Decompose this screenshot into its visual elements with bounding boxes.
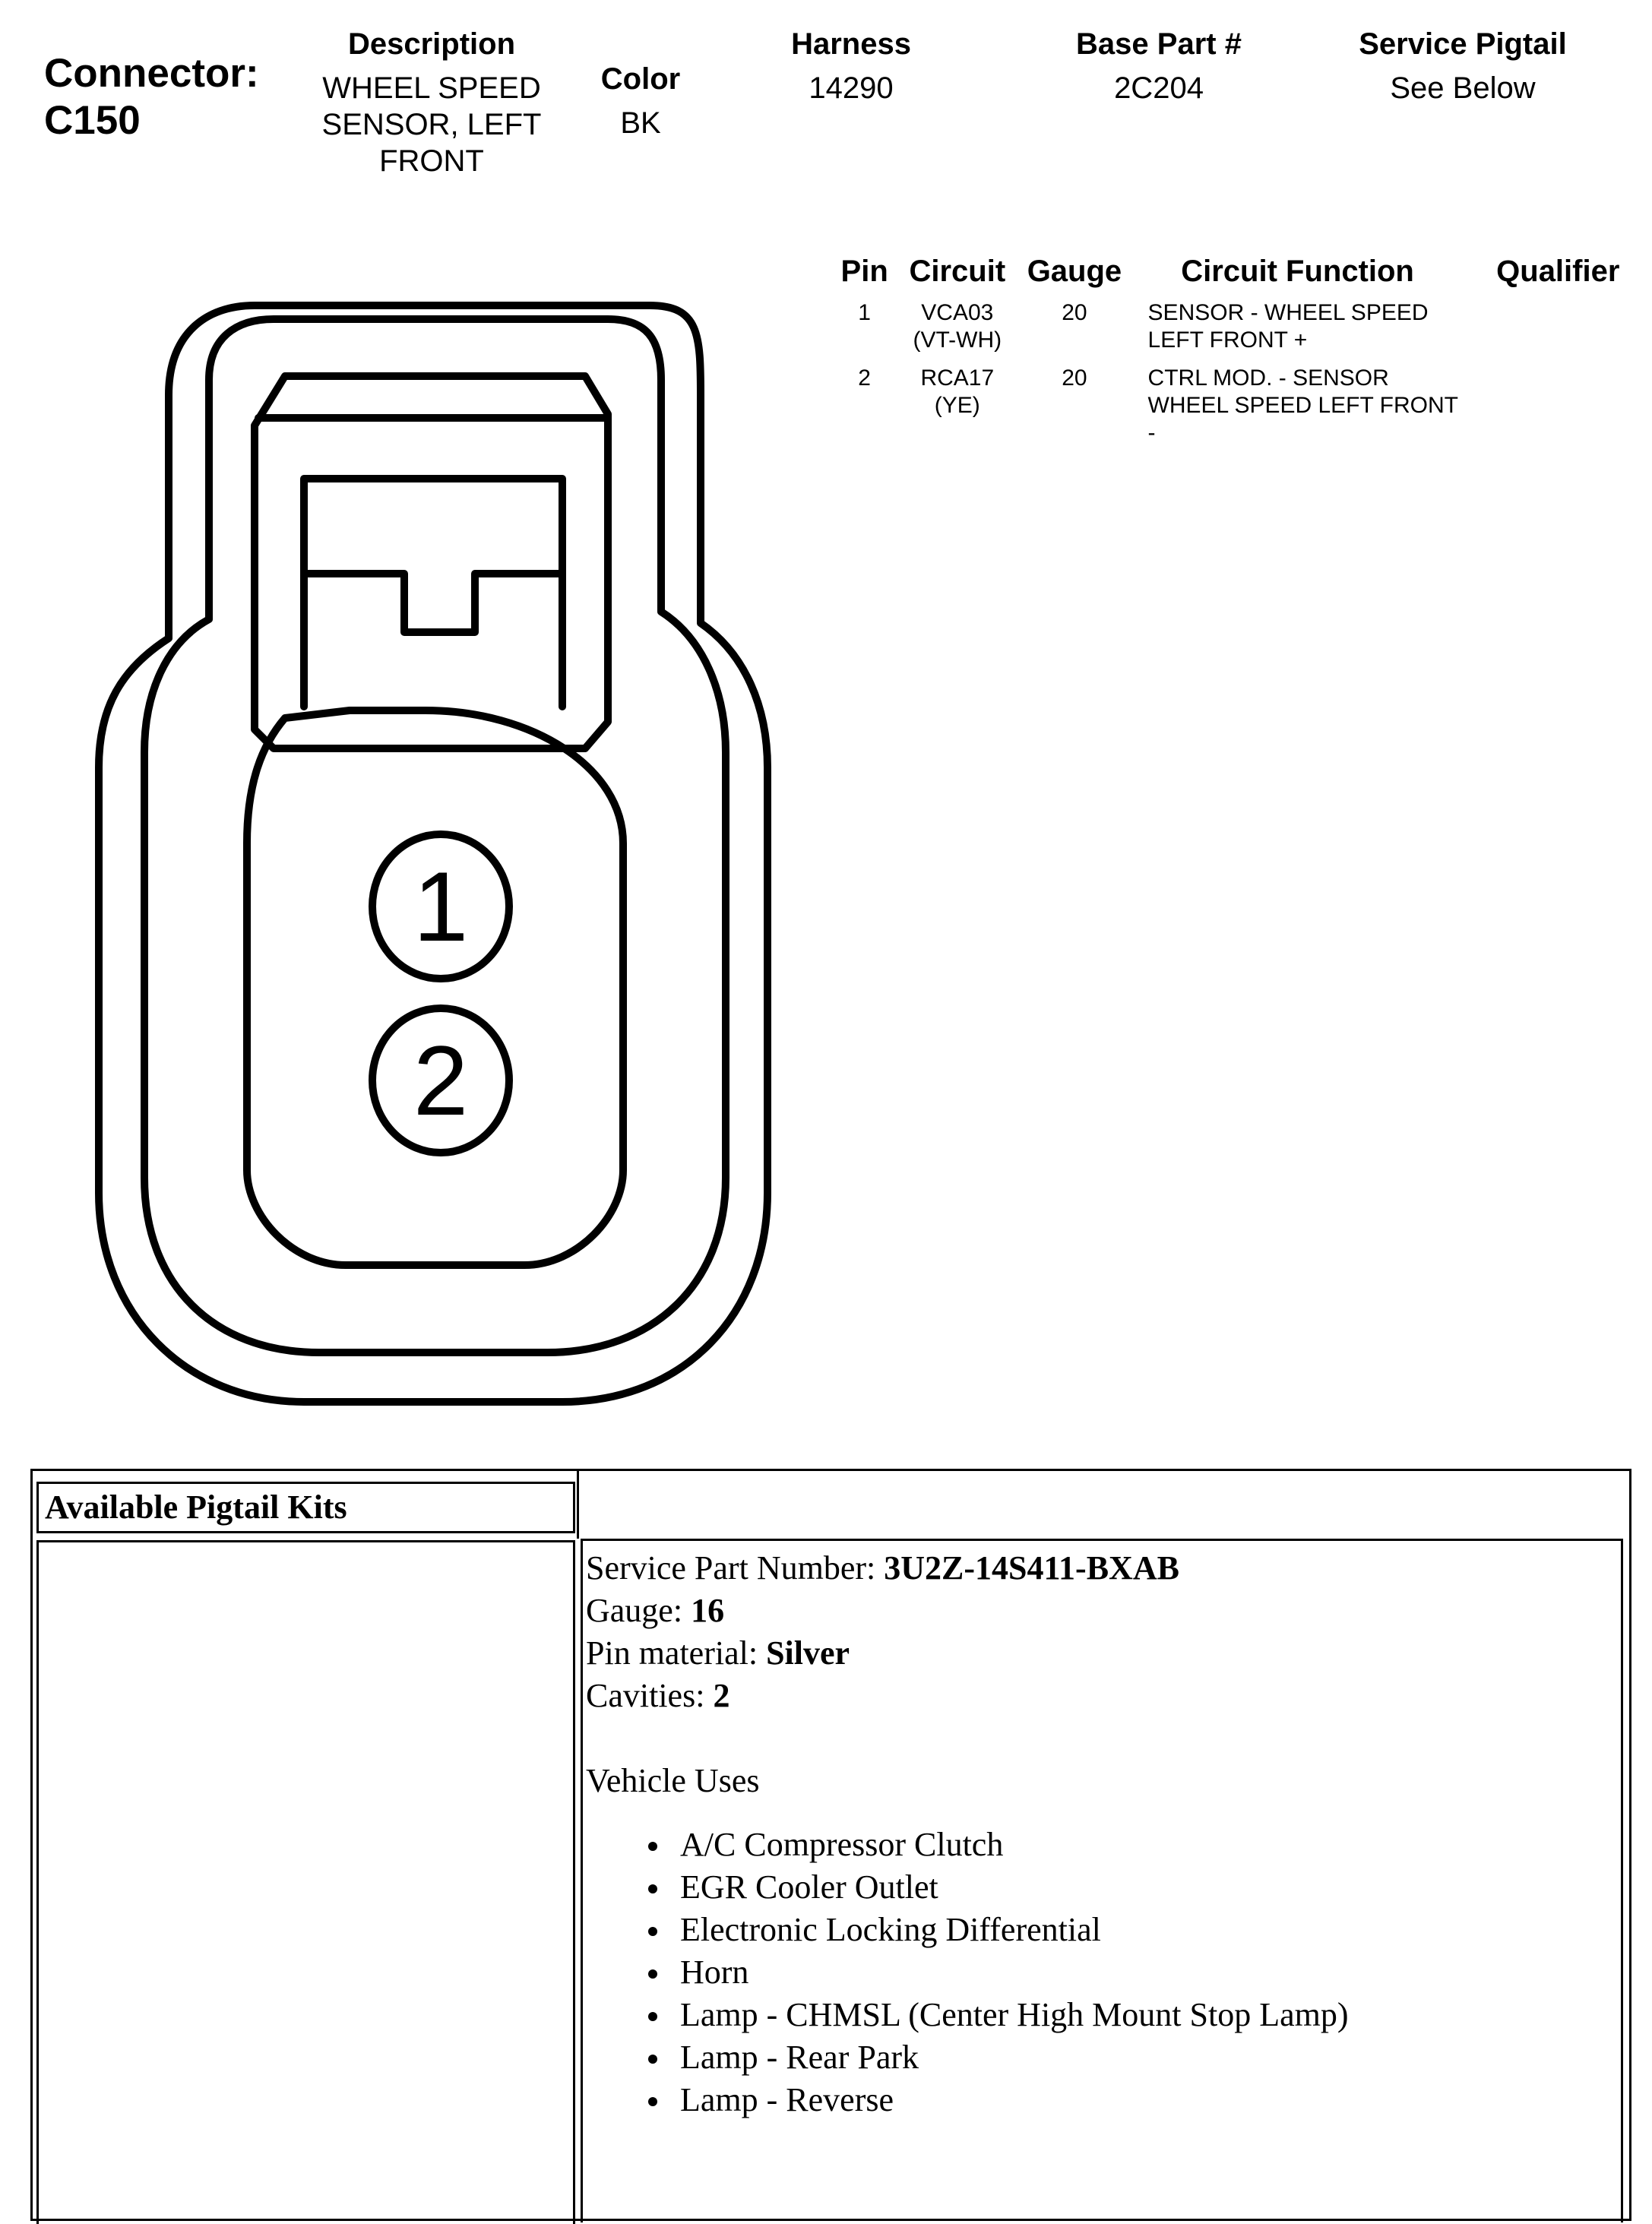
list-item: Electronic Locking Differential <box>586 1909 1621 1951</box>
cell-pin: 2 <box>858 365 871 391</box>
pigtail-kits-title: Available Pigtail Kits <box>36 1482 575 1533</box>
description-title: Description <box>347 27 516 61</box>
pin-material <box>586 1632 1621 1675</box>
color-title: Color <box>600 62 681 96</box>
color-value: BK <box>620 106 661 140</box>
pigtail-kit-image-cell <box>36 1540 575 2224</box>
cavities-value: 2 <box>713 1677 730 1714</box>
service-part-value: 3U2Z-14S411-BXAB <box>884 1549 1179 1587</box>
cell-pin: 1 <box>858 300 871 325</box>
list-item: Horn <box>586 1951 1621 1994</box>
pin-1-marker <box>372 834 509 979</box>
list-item: A/C Compressor Clutch <box>586 1824 1621 1866</box>
harness-value: 14290 <box>809 71 894 105</box>
kit-gauge-label: Gauge: <box>586 1592 691 1629</box>
connector-id: C150 <box>44 98 141 143</box>
cavities <box>586 1675 1621 1717</box>
pin-material-value: Silver <box>766 1634 850 1672</box>
list-item: Lamp - Reverse <box>586 2079 1621 2121</box>
service-part-label: Service Part Number: <box>586 1549 885 1587</box>
column-header-pin: Pin <box>840 255 888 288</box>
cavities-label: Cavities: <box>586 1677 714 1714</box>
latch-notch <box>308 574 559 632</box>
latch-tab <box>304 479 562 707</box>
pin-1-label: 1 <box>413 851 469 962</box>
pin-2-label: 2 <box>413 1025 469 1136</box>
pin-2-marker <box>372 1008 509 1153</box>
vehicle-uses-list <box>586 1824 1621 2121</box>
list-item: Lamp - Rear Park <box>586 2036 1621 2079</box>
service-pigtail-value: See Below <box>1390 71 1536 105</box>
column-header-circuit: Circuit <box>909 255 1006 288</box>
spacer <box>586 1717 1621 1760</box>
base-part-value: 2C204 <box>1114 71 1204 105</box>
cavity-body <box>247 710 623 1265</box>
table-divider <box>577 1469 579 1539</box>
column-header-qualifier: Qualifier <box>1496 255 1620 288</box>
base-part-title: Base Part # <box>1076 27 1242 61</box>
cell-circuit: RCA17 (YE) <box>920 365 995 418</box>
pigtail-kit-details <box>581 1539 1623 2222</box>
cell-circuit-function: CTRL MOD. - SENSOR WHEEL SPEED LEFT FRONT - <box>1147 365 1458 445</box>
service-pigtail-title: Service Pigtail <box>1359 27 1567 61</box>
cell-circuit-function: SENSOR - WHEEL SPEED LEFT FRONT + <box>1147 300 1429 353</box>
list-item: Lamp - CHMSL (Center High Mount Stop Lamp) <box>586 1994 1621 2036</box>
vehicle-uses-heading: Vehicle Uses <box>586 1762 760 1799</box>
cell-circuit: VCA03 (VT-WH) <box>913 300 1002 353</box>
kit-gauge <box>586 1590 1621 1632</box>
kit-gauge-value: 16 <box>691 1592 725 1629</box>
column-header-gauge: Gauge <box>1027 255 1122 288</box>
pin-material-label: Pin material: <box>586 1634 767 1672</box>
connector-label: Connector: <box>44 51 259 96</box>
cell-gauge: 20 <box>1062 300 1087 325</box>
column-header-circuit-function: Circuit Function <box>1181 255 1414 288</box>
harness-title: Harness <box>791 27 911 61</box>
list-item: EGR Cooler Outlet <box>586 1866 1621 1909</box>
description-value: WHEEL SPEED SENSOR, LEFT FRONT <box>321 71 542 178</box>
service-part-number <box>586 1547 1621 1590</box>
cell-gauge: 20 <box>1062 365 1087 391</box>
